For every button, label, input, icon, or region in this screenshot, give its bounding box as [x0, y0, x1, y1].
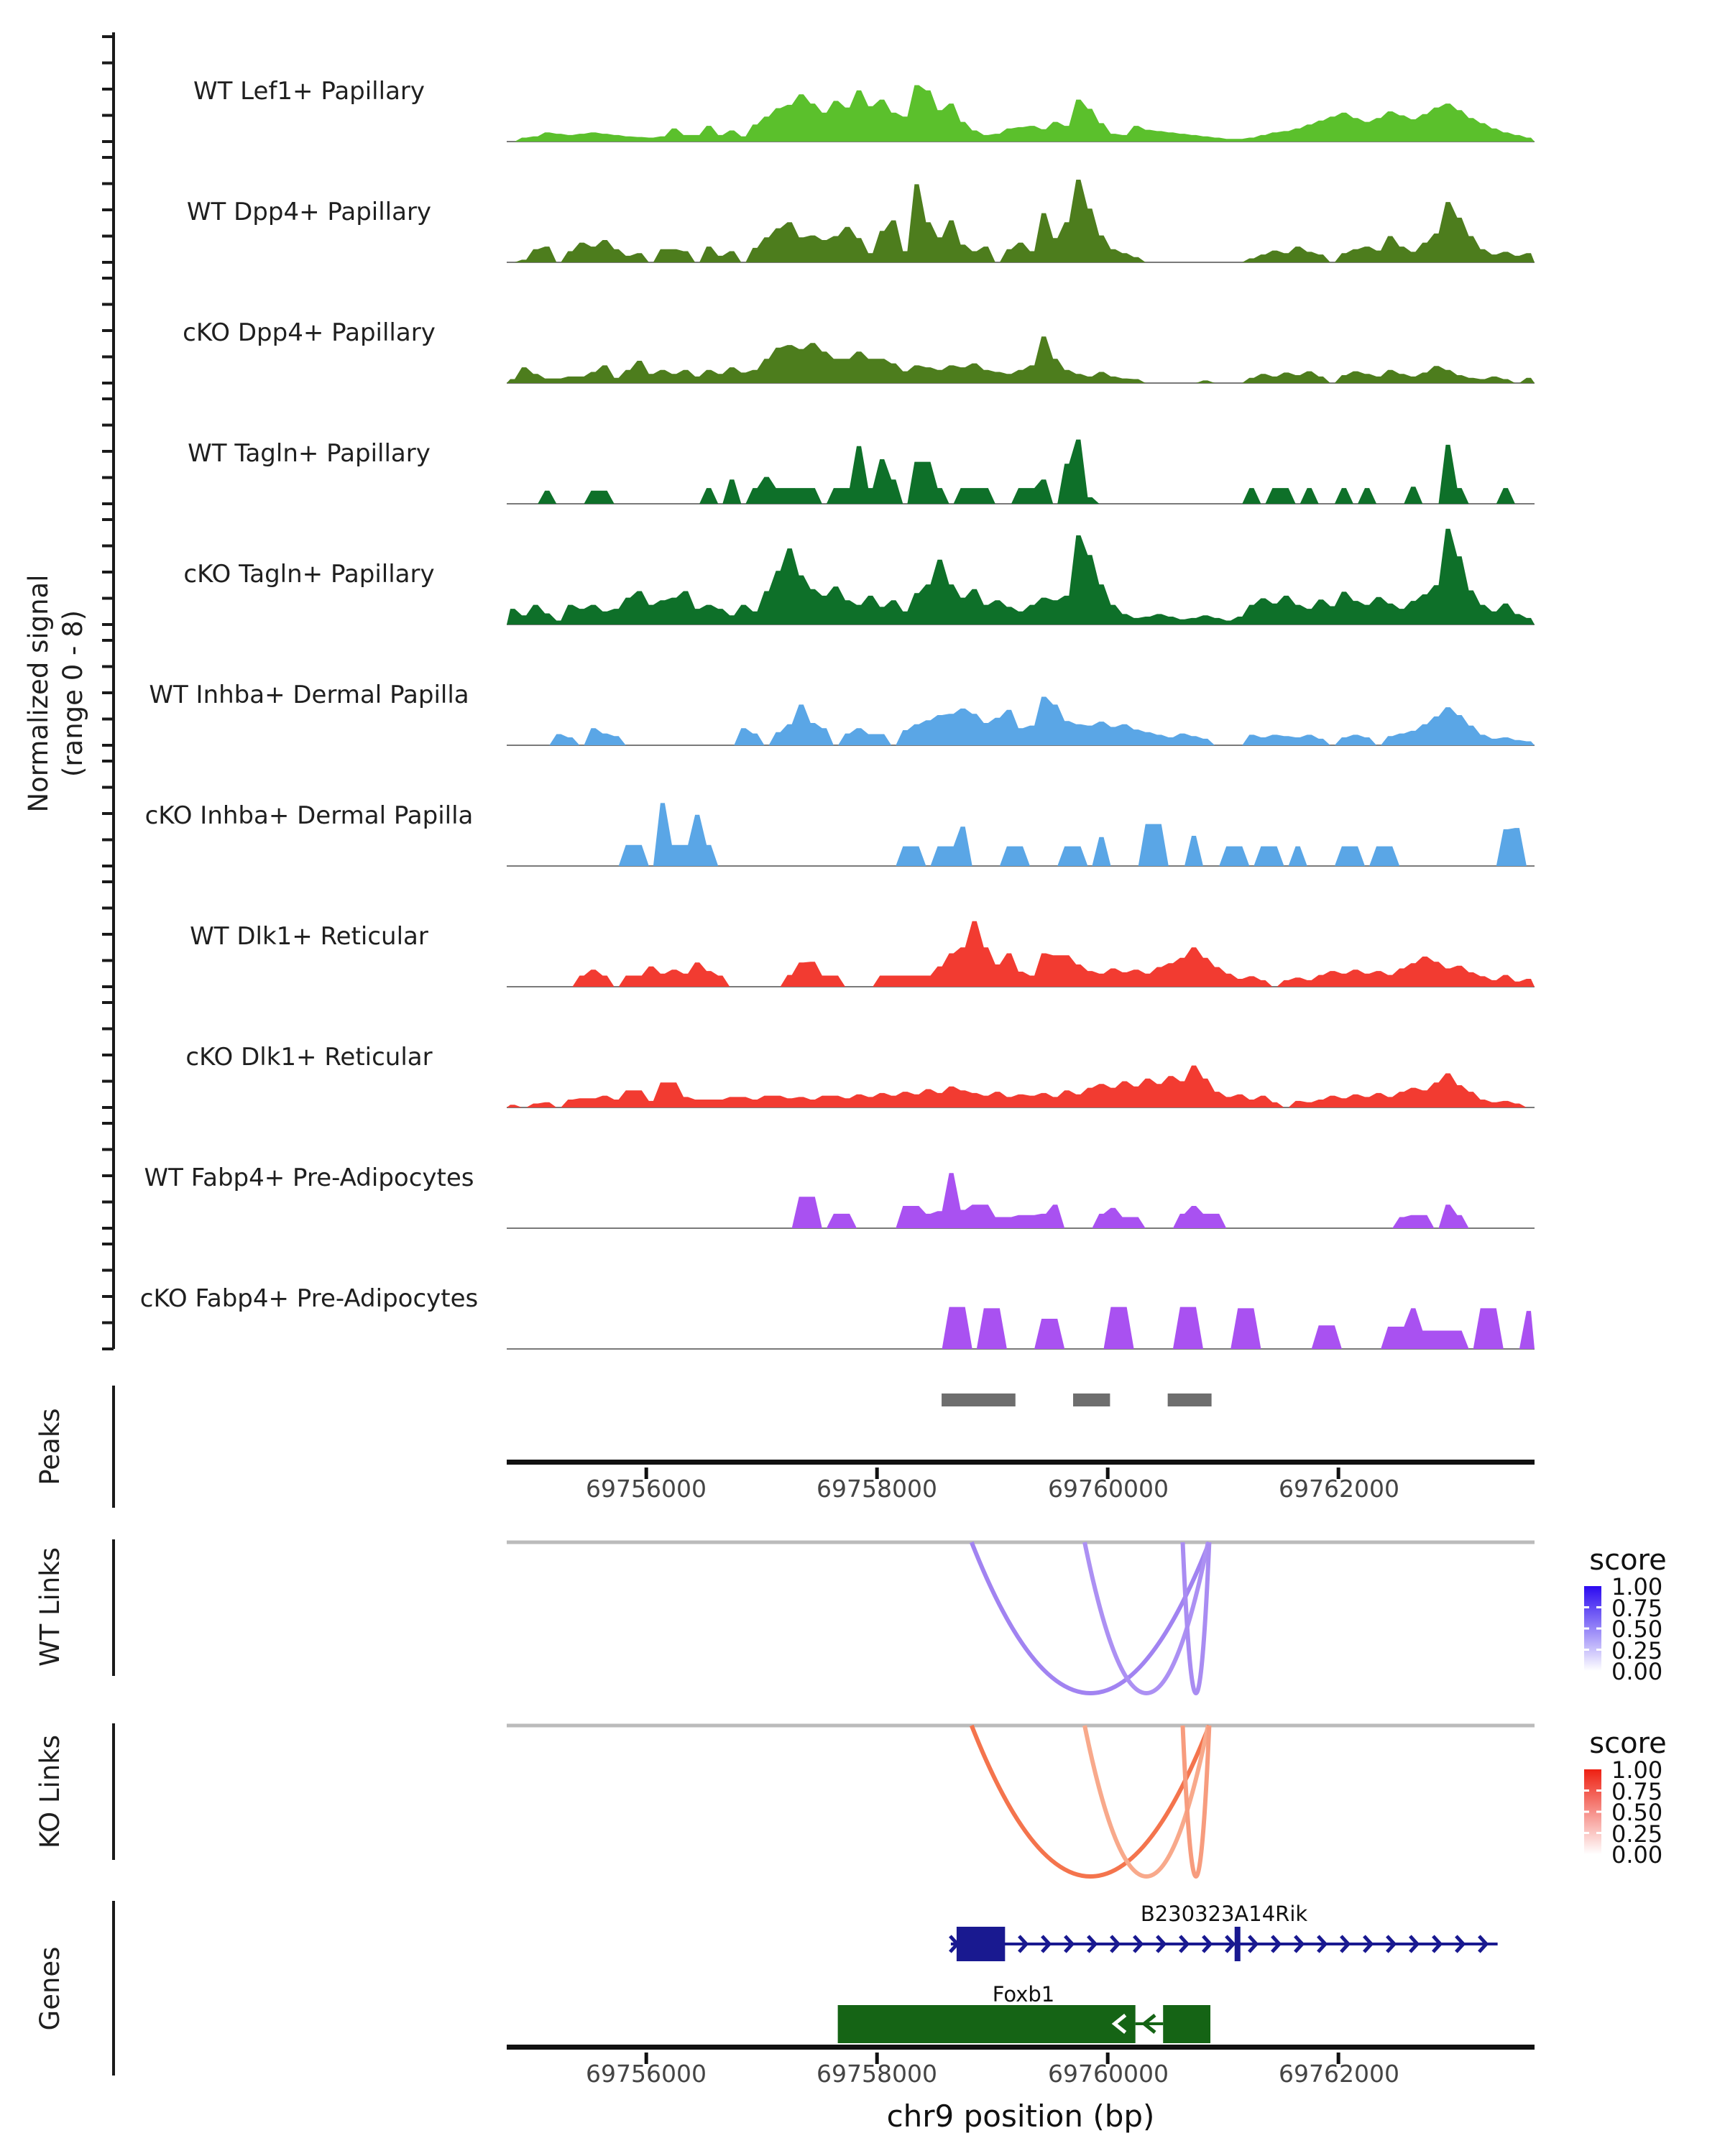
- coverage-area: [507, 86, 1535, 142]
- gene-exon: [838, 2005, 1136, 2043]
- x-axis-title: chr9 position (bp): [886, 2099, 1155, 2134]
- y-axis-label-line1: Normalized signal: [23, 574, 54, 813]
- peak-interval: [942, 1393, 1016, 1406]
- coverage-tracks: [507, 86, 1535, 1350]
- bottom-axis-tick-1: 69756000: [586, 2060, 707, 2088]
- ko-legend-0.75: 0.75: [1611, 1778, 1663, 1805]
- coverage-area: [507, 180, 1535, 262]
- wt-links-panel: [114, 1539, 1601, 1693]
- ko-legend-title: score: [1589, 1727, 1667, 1760]
- section-label-wt-links: WT Links: [34, 1547, 65, 1667]
- wt-legend-0.25: 0.25: [1611, 1637, 1663, 1664]
- track-label-cko-dpp4: cKO Dpp4+ Papillary: [183, 318, 436, 347]
- bottom-axis-tick-3: 69760000: [1048, 2060, 1169, 2088]
- ko-legend-0.50: 0.50: [1611, 1799, 1663, 1826]
- peak-interval: [1168, 1393, 1212, 1406]
- gene-exon: [1235, 1927, 1241, 1961]
- mid-axis-tick-1: 69756000: [586, 1475, 707, 1503]
- track-label-wt-lef1: WT Lef1+ Papillary: [193, 77, 426, 106]
- section-label-peaks: Peaks: [34, 1408, 65, 1485]
- gene-exon: [1163, 2005, 1210, 2043]
- section-label-genes: Genes: [34, 1946, 65, 2031]
- ko-legend-1.00: 1.00: [1611, 1756, 1663, 1784]
- coverage-area: [507, 1307, 1535, 1349]
- ko-links-panel: [114, 1723, 1601, 1876]
- gene-label-b230323a14rik: B230323A14Rik: [1140, 1902, 1308, 1926]
- track-label-cko-tagln: cKO Tagln+ Papillary: [183, 560, 435, 589]
- gene-exon: [957, 1927, 1005, 1961]
- coverage-area: [507, 697, 1535, 746]
- coverage-area: [507, 1173, 1535, 1228]
- section-label-ko-links: KO Links: [34, 1734, 65, 1849]
- track-label-cko-fabp4: cKO Fabp4+ Pre-Adipocytes: [139, 1284, 479, 1313]
- track-label-wt-dlk1: WT Dlk1+ Reticular: [190, 922, 428, 951]
- coverage-area: [507, 529, 1535, 625]
- peak-interval: [1073, 1393, 1110, 1406]
- gene-label-foxb1: Foxb1: [992, 1982, 1055, 2007]
- coverage-area: [507, 803, 1535, 866]
- ko-legend-0.25: 0.25: [1611, 1820, 1663, 1848]
- wt-legend-title: score: [1589, 1544, 1667, 1577]
- bottom-axis-tick-4: 69762000: [1279, 2060, 1399, 2088]
- track-label-wt-tagln: WT Tagln+ Papillary: [188, 439, 431, 468]
- wt-legend-1.00: 1.00: [1611, 1573, 1663, 1600]
- coverage-area: [507, 1066, 1535, 1107]
- coverage-area: [507, 921, 1535, 987]
- ko-legend-0.00: 0.00: [1611, 1841, 1663, 1869]
- coverage-area: [507, 440, 1535, 504]
- mid-axis-tick-3: 69760000: [1048, 1475, 1169, 1503]
- wt-legend-0.00: 0.00: [1611, 1658, 1663, 1685]
- y-axis-label: [22, 478, 91, 909]
- mid-axis-tick-2: 69758000: [816, 1475, 937, 1503]
- mid-axis-tick-4: 69762000: [1279, 1475, 1399, 1503]
- track-label-cko-dlk1: cKO Dlk1+ Reticular: [185, 1043, 433, 1072]
- track-label-wt-dpp4: WT Dpp4+ Papillary: [186, 198, 432, 226]
- wt-legend-0.75: 0.75: [1611, 1595, 1663, 1622]
- y-axis-label-line2: (range 0 - 8): [58, 609, 88, 778]
- track-label-cko-inhba: cKO Inhba+ Dermal Papilla: [144, 801, 474, 830]
- track-label-wt-fabp4: WT Fabp4+ Pre-Adipocytes: [144, 1164, 474, 1192]
- bottom-axis-tick-2: 69758000: [816, 2060, 937, 2088]
- track-label-wt-inhba: WT Inhba+ Dermal Papilla: [149, 681, 469, 709]
- coverage-area: [507, 336, 1535, 383]
- wt-legend-0.50: 0.50: [1611, 1616, 1663, 1643]
